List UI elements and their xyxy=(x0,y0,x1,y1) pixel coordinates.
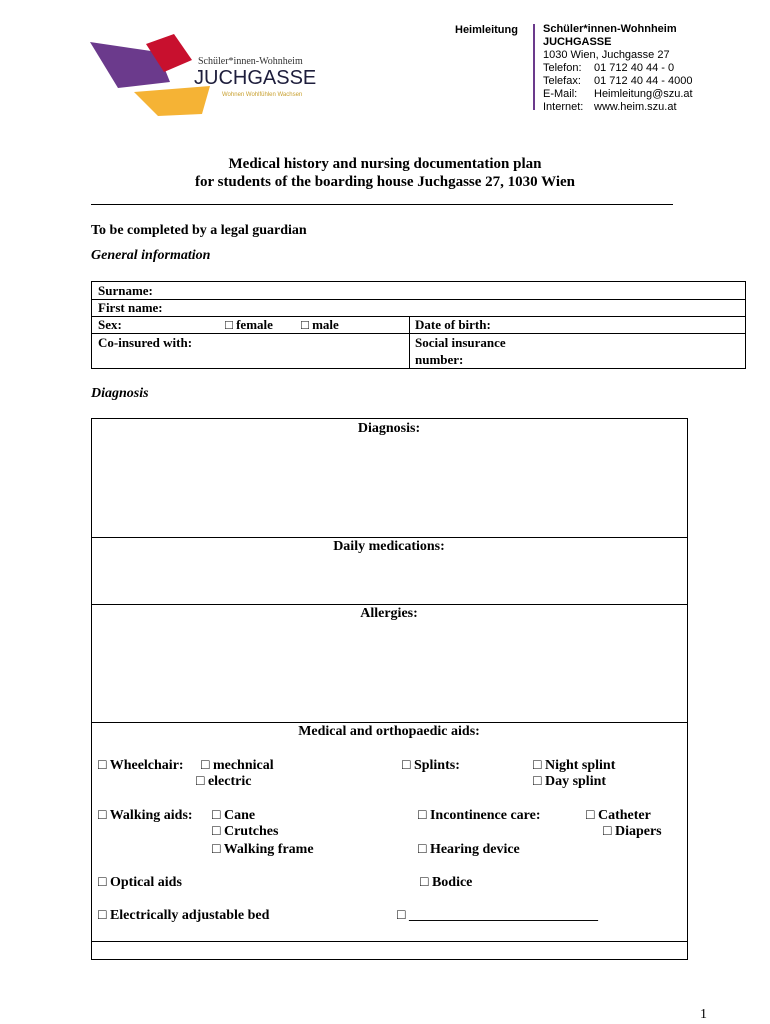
social-insurance-label-2: number: xyxy=(415,352,464,367)
optical-aids-checkbox[interactable]: □ Optical aids xyxy=(98,875,182,890)
general-info-heading: General information xyxy=(91,248,211,263)
email-value: Heimleitung@szu.at xyxy=(594,88,693,100)
box-line xyxy=(91,418,688,419)
electric-checkbox[interactable]: □ electric xyxy=(196,774,252,789)
box-line xyxy=(91,941,688,942)
surname-label: Surname: xyxy=(98,283,153,298)
dob-label: Date of birth: xyxy=(415,317,491,332)
diapers-checkbox[interactable]: □ Diapers xyxy=(603,824,662,839)
box-line xyxy=(91,722,688,723)
daily-medications-title: Daily medications: xyxy=(333,539,445,554)
bodice-checkbox[interactable]: □ Bodice xyxy=(420,875,473,890)
fax-key: Telefax: xyxy=(543,75,581,87)
web-key: Internet: xyxy=(543,101,584,113)
diagnosis-heading: Diagnosis xyxy=(91,386,149,401)
phone-value: 01 712 40 44 - 0 xyxy=(594,62,675,74)
wheelchair-checkbox[interactable]: □ Wheelchair: xyxy=(98,758,184,773)
svg-text:JUCHGASSE: JUCHGASSE xyxy=(194,67,317,89)
allergies-title: Allergies: xyxy=(360,606,418,621)
juchgasse-logo xyxy=(88,30,328,120)
header-label: Heimleitung xyxy=(455,24,518,36)
page-number: 1 xyxy=(700,1007,707,1022)
crutches-checkbox[interactable]: □ Crutches xyxy=(212,824,279,839)
table-line xyxy=(91,281,746,282)
sex-female-checkbox[interactable]: □ female xyxy=(225,317,273,332)
other-aid-field[interactable]: □ ___________________________ xyxy=(397,908,598,923)
header-divider xyxy=(533,24,535,110)
org-name-2: JUCHGASSE xyxy=(543,36,612,48)
incontinence-checkbox[interactable]: □ Incontinence care: xyxy=(418,808,541,823)
legal-guardian-note: To be completed by a legal guardian xyxy=(91,223,307,238)
walking-aids-checkbox[interactable]: □ Walking aids: xyxy=(98,808,193,823)
title-line-1: Medical history and nursing documentation plan xyxy=(228,156,542,172)
title-line-2: for students of the boarding house Juchgasse 27, 1030 Wien xyxy=(194,174,576,190)
hearing-device-checkbox[interactable]: □ Hearing device xyxy=(418,842,520,857)
sex-male-checkbox[interactable]: □ male xyxy=(301,317,339,332)
document-title xyxy=(0,155,770,191)
aids-title: Medical and orthopaedic aids: xyxy=(298,724,480,739)
address-block xyxy=(543,23,693,114)
day-splint-checkbox[interactable]: □ Day splint xyxy=(533,774,607,789)
table-line xyxy=(91,299,746,300)
table-line xyxy=(745,281,746,369)
org-name: Schüler*innen-Wohnheim xyxy=(543,23,677,35)
table-line xyxy=(91,281,92,369)
diagnosis-field-title: Diagnosis: xyxy=(357,421,421,436)
first-name-label: First name: xyxy=(98,300,163,315)
box-line xyxy=(687,418,688,960)
table-line xyxy=(409,316,410,369)
social-insurance-label: Social insurance xyxy=(415,335,506,350)
catheter-checkbox[interactable]: □ Catheter xyxy=(586,808,651,823)
box-line xyxy=(91,604,688,605)
table-line xyxy=(91,368,746,369)
phone-key: Telefon: xyxy=(543,62,582,74)
box-line xyxy=(91,959,688,960)
cane-checkbox[interactable]: □ Cane xyxy=(212,808,256,823)
fax-value: 01 712 40 44 - 4000 xyxy=(594,75,693,87)
box-line xyxy=(91,537,688,538)
mechnical-checkbox[interactable]: □ mechnical xyxy=(201,758,274,773)
coinsured-label: Co-insured with: xyxy=(98,335,193,350)
table-line xyxy=(91,333,746,334)
night-splint-checkbox[interactable]: □ Night splint xyxy=(533,758,616,773)
svg-text:Wohnen Wohlfühlen Wachsen: Wohnen Wohlfühlen Wachsen xyxy=(222,92,303,98)
splints-checkbox[interactable]: □ Splints: xyxy=(402,758,460,773)
sex-label: Sex: xyxy=(98,317,122,332)
svg-text:Schüler*innen-Wohnheim: Schüler*innen-Wohnheim xyxy=(198,56,303,67)
email-key: E-Mail: xyxy=(543,88,578,100)
title-rule xyxy=(91,204,673,205)
walking-frame-checkbox[interactable]: □ Walking frame xyxy=(212,842,314,857)
org-address: 1030 Wien, Juchgasse 27 xyxy=(543,49,670,61)
adjustable-bed-checkbox[interactable]: □ Electrically adjustable bed xyxy=(98,908,270,923)
web-value: www.heim.szu.at xyxy=(594,101,677,113)
box-line xyxy=(91,418,92,960)
